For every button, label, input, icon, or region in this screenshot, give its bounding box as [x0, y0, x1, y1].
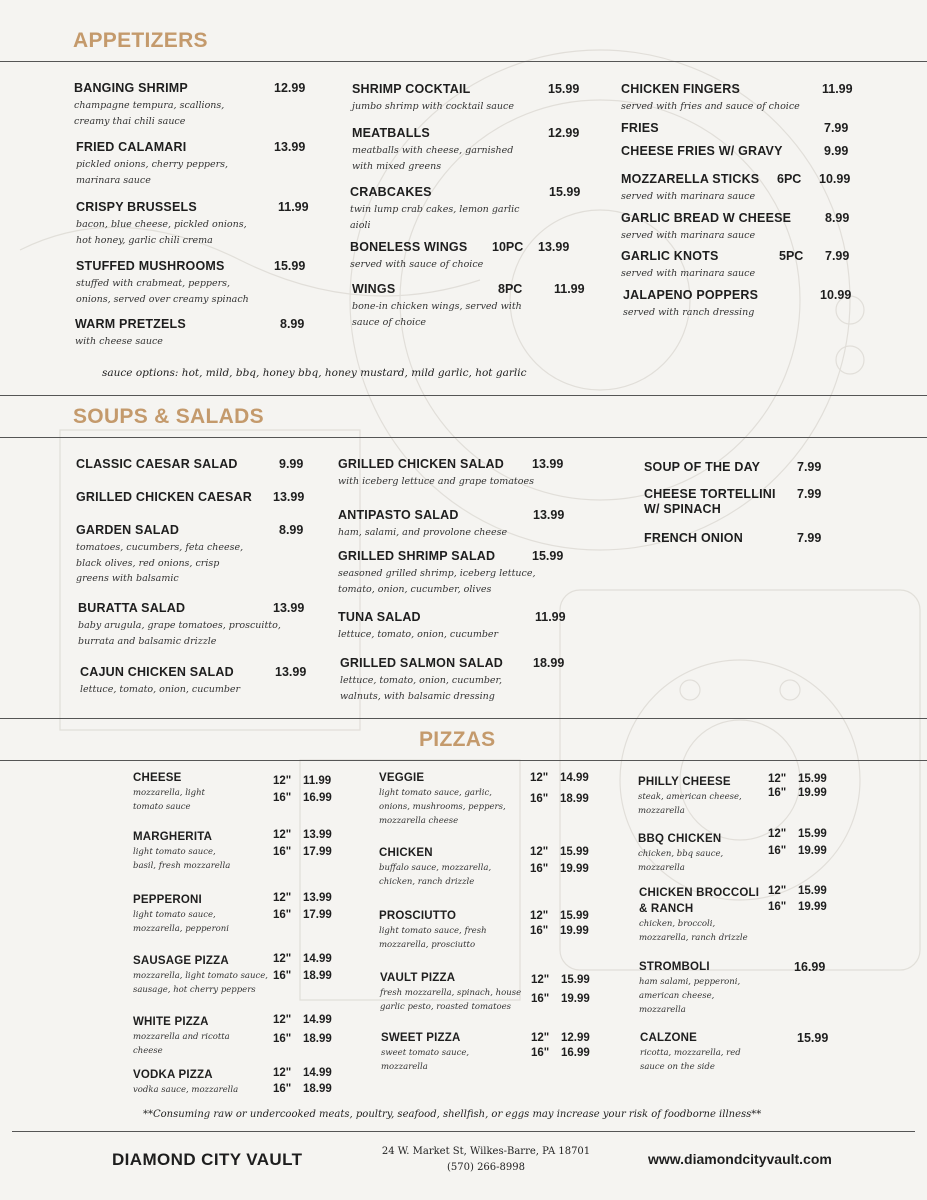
- item-description: [379, 786, 506, 828]
- item-description: [338, 474, 534, 490]
- item-description: [350, 257, 483, 273]
- divider: [0, 760, 927, 761]
- item-price: 12.99: [548, 126, 580, 140]
- pizza-price: 19.99: [561, 993, 590, 1005]
- description-line: buffalo sauce, mozzarella,: [379, 863, 492, 873]
- item-price: 15.99: [274, 259, 306, 273]
- item-price: 8.99: [279, 523, 304, 537]
- description-line: served with marinara sauce: [621, 268, 756, 279]
- pizza-size: 16": [273, 792, 292, 804]
- description-line: twin lump crab cakes, lemon garlic: [350, 204, 520, 215]
- item-name: ANTIPASTO SALAD: [338, 508, 459, 522]
- item-piece-count: 10PC: [492, 240, 524, 254]
- footer-divider: [12, 1131, 915, 1132]
- pizza-size: 16": [273, 909, 292, 921]
- item-description: [621, 99, 800, 115]
- item-price: 11.99: [278, 200, 309, 214]
- item-price: 13.99: [538, 240, 570, 254]
- footer-website-link[interactable]: www.diamondcityvault.com: [648, 1151, 832, 1167]
- item-description: [340, 673, 502, 704]
- item-price: 9.99: [279, 457, 304, 471]
- item-price: 13.99: [275, 665, 307, 679]
- description-line: with cheese sauce: [75, 336, 163, 347]
- description-line: mozzarella cheese: [379, 816, 459, 826]
- pizza-price: 16.99: [303, 792, 332, 804]
- item-price: 11.99: [535, 610, 566, 624]
- pizza-price: 18.99: [303, 970, 332, 982]
- item-description: [338, 566, 535, 597]
- description-line: seasoned grilled shrimp, iceberg lettuce,: [338, 568, 536, 579]
- pizza-price: 15.99: [798, 885, 827, 897]
- item-name: JALAPENO POPPERS: [623, 288, 759, 302]
- description-line: chicken, ranch drizzle: [379, 877, 475, 887]
- item-name: SOUP OF THE DAY: [644, 460, 761, 474]
- item-description: [621, 266, 755, 282]
- divider: [0, 718, 927, 719]
- item-price: 15.99: [548, 82, 580, 96]
- description-line: baby arugula, grape tomatoes, proscuitto,: [78, 620, 281, 631]
- item-price: 15.99: [797, 1031, 829, 1045]
- pizza-price: 11.99: [303, 775, 332, 787]
- description-line: light tomato sauce,: [133, 910, 216, 920]
- pizza-size: 12": [768, 828, 787, 840]
- description-line: tomato sauce: [133, 802, 191, 812]
- item-name: MOZZARELLA STICKS: [621, 172, 760, 186]
- item-price: 15.99: [549, 185, 581, 199]
- item-description: [76, 217, 247, 248]
- description-line: garlic pesto, roasted tomatoes: [380, 1002, 512, 1012]
- item-name: VODKA PIZZA: [133, 1069, 213, 1081]
- description-line: cheese: [133, 1046, 163, 1056]
- divider: [0, 61, 927, 62]
- item-description: [640, 1046, 741, 1074]
- description-line: marinara sauce: [76, 174, 151, 186]
- description-line: bone-in chicken wings, served with: [352, 301, 522, 312]
- pizza-size: 12": [273, 953, 292, 965]
- item-name: MEATBALLS: [352, 126, 430, 140]
- pizza-size: 12": [273, 1067, 292, 1079]
- item-description: [621, 189, 755, 205]
- item-price: 13.99: [274, 140, 306, 154]
- description-line: onions, served over creamy spinach: [76, 293, 249, 305]
- item-description: [380, 986, 521, 1014]
- description-line: light tomato sauce,: [133, 847, 216, 857]
- description-line: pickled onions, cherry peppers,: [76, 159, 229, 170]
- pizza-size: 12": [530, 772, 549, 784]
- item-price: 15.99: [532, 549, 564, 563]
- pizza-size: 12": [273, 829, 292, 841]
- description-line: with iceberg lettuce and grape tomatoes: [338, 476, 534, 487]
- divider: [0, 437, 927, 438]
- food-safety-disclaimer: **Consuming raw or undercooked meats, poultry, seafood, shellfish, or eggs may increase your risk of foodborne illness**: [143, 1109, 762, 1120]
- item-price: 13.99: [273, 601, 305, 615]
- description-line: served with ranch dressing: [623, 307, 755, 318]
- description-line: light tomato sauce, fresh: [379, 926, 487, 936]
- description-line: creamy thai chili sauce: [74, 115, 186, 127]
- pizza-size: 12": [273, 1014, 292, 1026]
- pizza-price: 15.99: [561, 974, 590, 986]
- pizza-size: 16": [530, 863, 549, 875]
- item-name: STUFFED MUSHROOMS: [76, 259, 225, 273]
- item-description: [639, 975, 740, 1017]
- description-line: lettuce, tomato, onion, cucumber: [338, 629, 499, 640]
- item-description: [133, 1083, 238, 1097]
- description-line: steak, american cheese,: [638, 792, 742, 802]
- description-line: with mixed greens: [352, 160, 442, 172]
- item-description: [338, 627, 498, 643]
- item-name: SWEET PIZZA: [381, 1032, 461, 1044]
- item-name: GRILLED SHRIMP SALAD: [338, 549, 496, 563]
- description-line: ham, salami, and provolone cheese: [338, 527, 508, 538]
- footer-contact: [380, 1144, 592, 1176]
- item-description: [350, 202, 520, 233]
- item-name: CRISPY BRUSSELS: [76, 200, 197, 214]
- item-description: [381, 1046, 469, 1074]
- description-line: chicken, bbq sauce,: [638, 849, 724, 859]
- item-price: 8.99: [825, 211, 850, 225]
- item-description: [133, 1030, 230, 1058]
- divider: [0, 395, 927, 396]
- description-line: sweet tomato sauce,: [381, 1048, 470, 1058]
- item-price: 9.99: [824, 144, 849, 158]
- item-name: CLASSIC CAESAR SALAD: [76, 457, 238, 471]
- item-description: [338, 525, 507, 541]
- item-name: CRABCAKES: [350, 185, 432, 199]
- item-description: [76, 276, 249, 307]
- item-price: 18.99: [533, 656, 565, 670]
- item-name: GARLIC KNOTS: [621, 249, 719, 263]
- item-name: PHILLY CHEESE: [638, 776, 731, 788]
- pizza-size: 16": [768, 787, 787, 799]
- pizza-size: 16": [531, 1047, 550, 1059]
- description-line: black olives, red onions, crisp: [76, 557, 220, 569]
- description-line: mozzarella: [381, 1062, 428, 1072]
- item-price: 12.99: [274, 81, 306, 95]
- description-line: meatballs with cheese, garnished: [352, 145, 514, 156]
- pizza-size: 12": [768, 885, 787, 897]
- description-line: light tomato sauce, garlic,: [379, 788, 492, 798]
- description-line: vodka sauce, mozzarella: [133, 1085, 239, 1095]
- footer-brand: DIAMOND CITY VAULT: [112, 1150, 303, 1169]
- item-description: [76, 540, 243, 587]
- item-name: MARGHERITA: [133, 831, 213, 843]
- item-price: 11.99: [554, 282, 585, 296]
- item-name: FRIES: [621, 121, 659, 135]
- item-name: PROSCIUTTO: [379, 910, 457, 922]
- item-name: CALZONE: [640, 1032, 697, 1044]
- description-line: champagne tempura, scallions,: [74, 100, 225, 111]
- item-price: 10.99: [819, 172, 851, 186]
- item-price: 16.99: [794, 960, 826, 974]
- footer-address: 24 W. Market St, Wilkes-Barre, PA 18701: [381, 1146, 591, 1157]
- pizza-price: 14.99: [303, 953, 332, 965]
- item-name: CAJUN CHICKEN SALAD: [80, 665, 234, 679]
- item-description: [352, 143, 513, 174]
- item-name: BURATTA SALAD: [78, 601, 186, 615]
- item-name: CHICKEN: [379, 847, 433, 859]
- pizza-size: 16": [530, 793, 549, 805]
- item-name: GRILLED SALMON SALAD: [340, 656, 504, 670]
- item-name: WINGS: [352, 282, 396, 296]
- item-price: 7.99: [797, 487, 822, 501]
- item-name: GRILLED CHICKEN CAESAR: [76, 490, 252, 504]
- item-description: [133, 786, 205, 814]
- item-description: [638, 847, 723, 875]
- item-description: [75, 334, 163, 350]
- pizza-size: 12": [531, 1032, 550, 1044]
- item-piece-count: 8PC: [498, 282, 523, 296]
- description-line: basil, fresh mozzarella: [133, 861, 231, 871]
- item-description: [80, 682, 240, 698]
- description-line: walnuts, with balsamic dressing: [340, 690, 495, 702]
- item-name: CHEESE: [133, 772, 182, 784]
- description-line: ricotta, mozzarella, red: [640, 1048, 741, 1058]
- item-name: SAUSAGE PIZZA: [133, 955, 229, 967]
- description-line: mozzarella: [638, 863, 685, 873]
- item-price: 10.99: [820, 288, 852, 302]
- pizza-price: 15.99: [560, 910, 589, 922]
- sauce-options: sauce options: hot, mild, bbq, honey bbq, honey mustard, mild garlic, hot garlic: [102, 367, 527, 379]
- description-line: lettuce, tomato, onion, cucumber: [80, 684, 241, 695]
- pizza-size: 16": [273, 1033, 292, 1045]
- item-description: [379, 924, 487, 952]
- pizza-price: 19.99: [560, 925, 589, 937]
- item-name: GARDEN SALAD: [76, 523, 180, 537]
- description-line: mozzarella, pepperoni: [133, 924, 229, 934]
- pizza-price: 15.99: [798, 773, 827, 785]
- item-name: STROMBOLI: [639, 961, 710, 973]
- description-line: sausage, hot cherry peppers: [133, 985, 256, 995]
- item-piece-count: 5PC: [779, 249, 804, 263]
- description-line: fresh mozzarella, spinach, house: [380, 988, 522, 998]
- item-description: [352, 99, 514, 115]
- description-line: sauce of choice: [352, 316, 427, 328]
- item-price: 13.99: [533, 508, 565, 522]
- item-description: [379, 861, 491, 889]
- description-line: tomatoes, cucumbers, feta cheese,: [76, 542, 244, 553]
- pizza-price: 19.99: [798, 787, 827, 799]
- pizza-size: 12": [273, 775, 292, 787]
- pizza-size: 12": [530, 846, 549, 858]
- description-line: served with marinara sauce: [621, 230, 756, 241]
- item-price: 7.99: [824, 121, 849, 135]
- item-name: GARLIC BREAD W CHEESE: [621, 211, 792, 225]
- item-name: BONELESS WINGS: [350, 240, 468, 254]
- pizza-price: 17.99: [303, 909, 332, 921]
- item-name: CHEESE TORTELLINI W/ SPINACH: [644, 487, 776, 516]
- item-name: FRENCH ONION: [644, 531, 743, 545]
- description-line: served with fries and sauce of choice: [621, 101, 800, 112]
- description-line: bacon, blue cheese, pickled onions,: [76, 219, 247, 230]
- description-line: ham salami, pepperoni,: [639, 977, 741, 987]
- pizza-price: 13.99: [303, 892, 332, 904]
- item-name: TUNA SALAD: [338, 610, 421, 624]
- item-name: PEPPERONI: [133, 894, 202, 906]
- pizza-price: 13.99: [303, 829, 332, 841]
- pizza-price: 15.99: [798, 828, 827, 840]
- item-name: VAULT PIZZA: [380, 972, 456, 984]
- item-description: [639, 917, 748, 945]
- pizza-size: 16": [530, 925, 549, 937]
- pizza-price: 12.99: [561, 1032, 590, 1044]
- item-name: CHICKEN BROCCOLI: [639, 887, 760, 899]
- pizza-price: 18.99: [303, 1033, 332, 1045]
- item-name: BBQ CHICKEN: [638, 833, 722, 845]
- item-price: 11.99: [822, 82, 853, 96]
- item-name-line-2: & RANCH: [639, 903, 694, 915]
- item-description: [133, 908, 229, 936]
- description-line: mozzarella: [638, 806, 685, 816]
- item-description: [621, 228, 755, 244]
- description-line: mozzarella, prosciutto: [379, 940, 476, 950]
- pizza-price: 17.99: [303, 846, 332, 858]
- pizza-price: 19.99: [798, 845, 827, 857]
- pizza-price: 19.99: [560, 863, 589, 875]
- footer-phone: (570) 266-8998: [447, 1162, 525, 1173]
- item-description: [78, 618, 281, 649]
- item-price: 13.99: [273, 490, 305, 504]
- item-price: 13.99: [532, 457, 564, 471]
- description-line: american cheese,: [639, 991, 715, 1001]
- pizza-price: 16.99: [561, 1047, 590, 1059]
- description-line: served with marinara sauce: [621, 191, 756, 202]
- description-line: mozzarella, light: [133, 788, 205, 798]
- description-line: mozzarella: [639, 1005, 686, 1015]
- pizza-price: 14.99: [560, 772, 589, 784]
- item-description: [352, 299, 522, 330]
- pizza-size: 16": [768, 845, 787, 857]
- pizza-price: 15.99: [560, 846, 589, 858]
- description-line: mozzarella, ranch drizzle: [639, 933, 748, 943]
- description-line: jumbo shrimp with cocktail sauce: [352, 101, 514, 112]
- pizza-size: 12": [273, 892, 292, 904]
- description-line: tomato, onion, cucumber, olives: [338, 583, 492, 595]
- description-line: onions, mushrooms, peppers,: [379, 802, 506, 812]
- pizza-price: 14.99: [303, 1067, 332, 1079]
- description-line: served with sauce of choice: [350, 259, 484, 270]
- section-title-appetizers: APPETIZERS: [73, 29, 208, 52]
- section-title-soups-salads: SOUPS & SALADS: [73, 405, 264, 428]
- item-price: 7.99: [797, 531, 822, 545]
- pizza-price: 14.99: [303, 1014, 332, 1026]
- pizza-size: 16": [531, 993, 550, 1005]
- description-line: lettuce, tomato, onion, cucumber,: [340, 675, 503, 686]
- pizza-price: 18.99: [303, 1083, 332, 1095]
- description-line: hot honey, garlic chili crema: [76, 234, 213, 246]
- item-price: 7.99: [825, 249, 850, 263]
- pizza-size: 12": [531, 974, 550, 986]
- item-name: CHICKEN FINGERS: [621, 82, 740, 96]
- item-description: [133, 969, 268, 997]
- pizza-size: 12": [530, 910, 549, 922]
- item-name: VEGGIE: [379, 772, 425, 784]
- item-piece-count: 6PC: [777, 172, 802, 186]
- description-line: aioli: [350, 219, 371, 231]
- item-name: CHEESE FRIES W/ GRAVY: [621, 144, 783, 158]
- description-line: greens with balsamic: [76, 573, 179, 584]
- pizza-size: 12": [768, 773, 787, 785]
- item-name: GRILLED CHICKEN SALAD: [338, 457, 505, 471]
- pizza-size: 16": [273, 846, 292, 858]
- item-description: [76, 157, 228, 188]
- item-description: [74, 98, 224, 129]
- item-description: [133, 845, 230, 873]
- pizza-price: 19.99: [798, 901, 827, 913]
- item-name: SHRIMP COCKTAIL: [352, 82, 471, 96]
- pizza-size: 16": [768, 901, 787, 913]
- item-name: WHITE PIZZA: [133, 1016, 209, 1028]
- item-description: [623, 305, 754, 321]
- item-description: [638, 790, 742, 818]
- description-line: chicken, broccoli,: [639, 919, 716, 929]
- item-price: 8.99: [280, 317, 305, 331]
- pizza-price: 18.99: [560, 793, 589, 805]
- pizza-size: 16": [273, 970, 292, 982]
- description-line: sauce on the side: [640, 1062, 715, 1072]
- description-line: stuffed with crabmeat, peppers,: [76, 278, 231, 289]
- item-name: WARM PRETZELS: [75, 317, 186, 331]
- item-name: BANGING SHRIMP: [74, 81, 188, 95]
- section-title-pizzas: PIZZAS: [419, 728, 496, 751]
- description-line: mozzarella, light tomato sauce,: [133, 971, 268, 981]
- item-name: FRIED CALAMARI: [76, 140, 187, 154]
- item-price: 7.99: [797, 460, 822, 474]
- description-line: mozzarella and ricotta: [133, 1032, 230, 1042]
- description-line: burrata and balsamic drizzle: [78, 635, 217, 647]
- pizza-size: 16": [273, 1083, 292, 1095]
